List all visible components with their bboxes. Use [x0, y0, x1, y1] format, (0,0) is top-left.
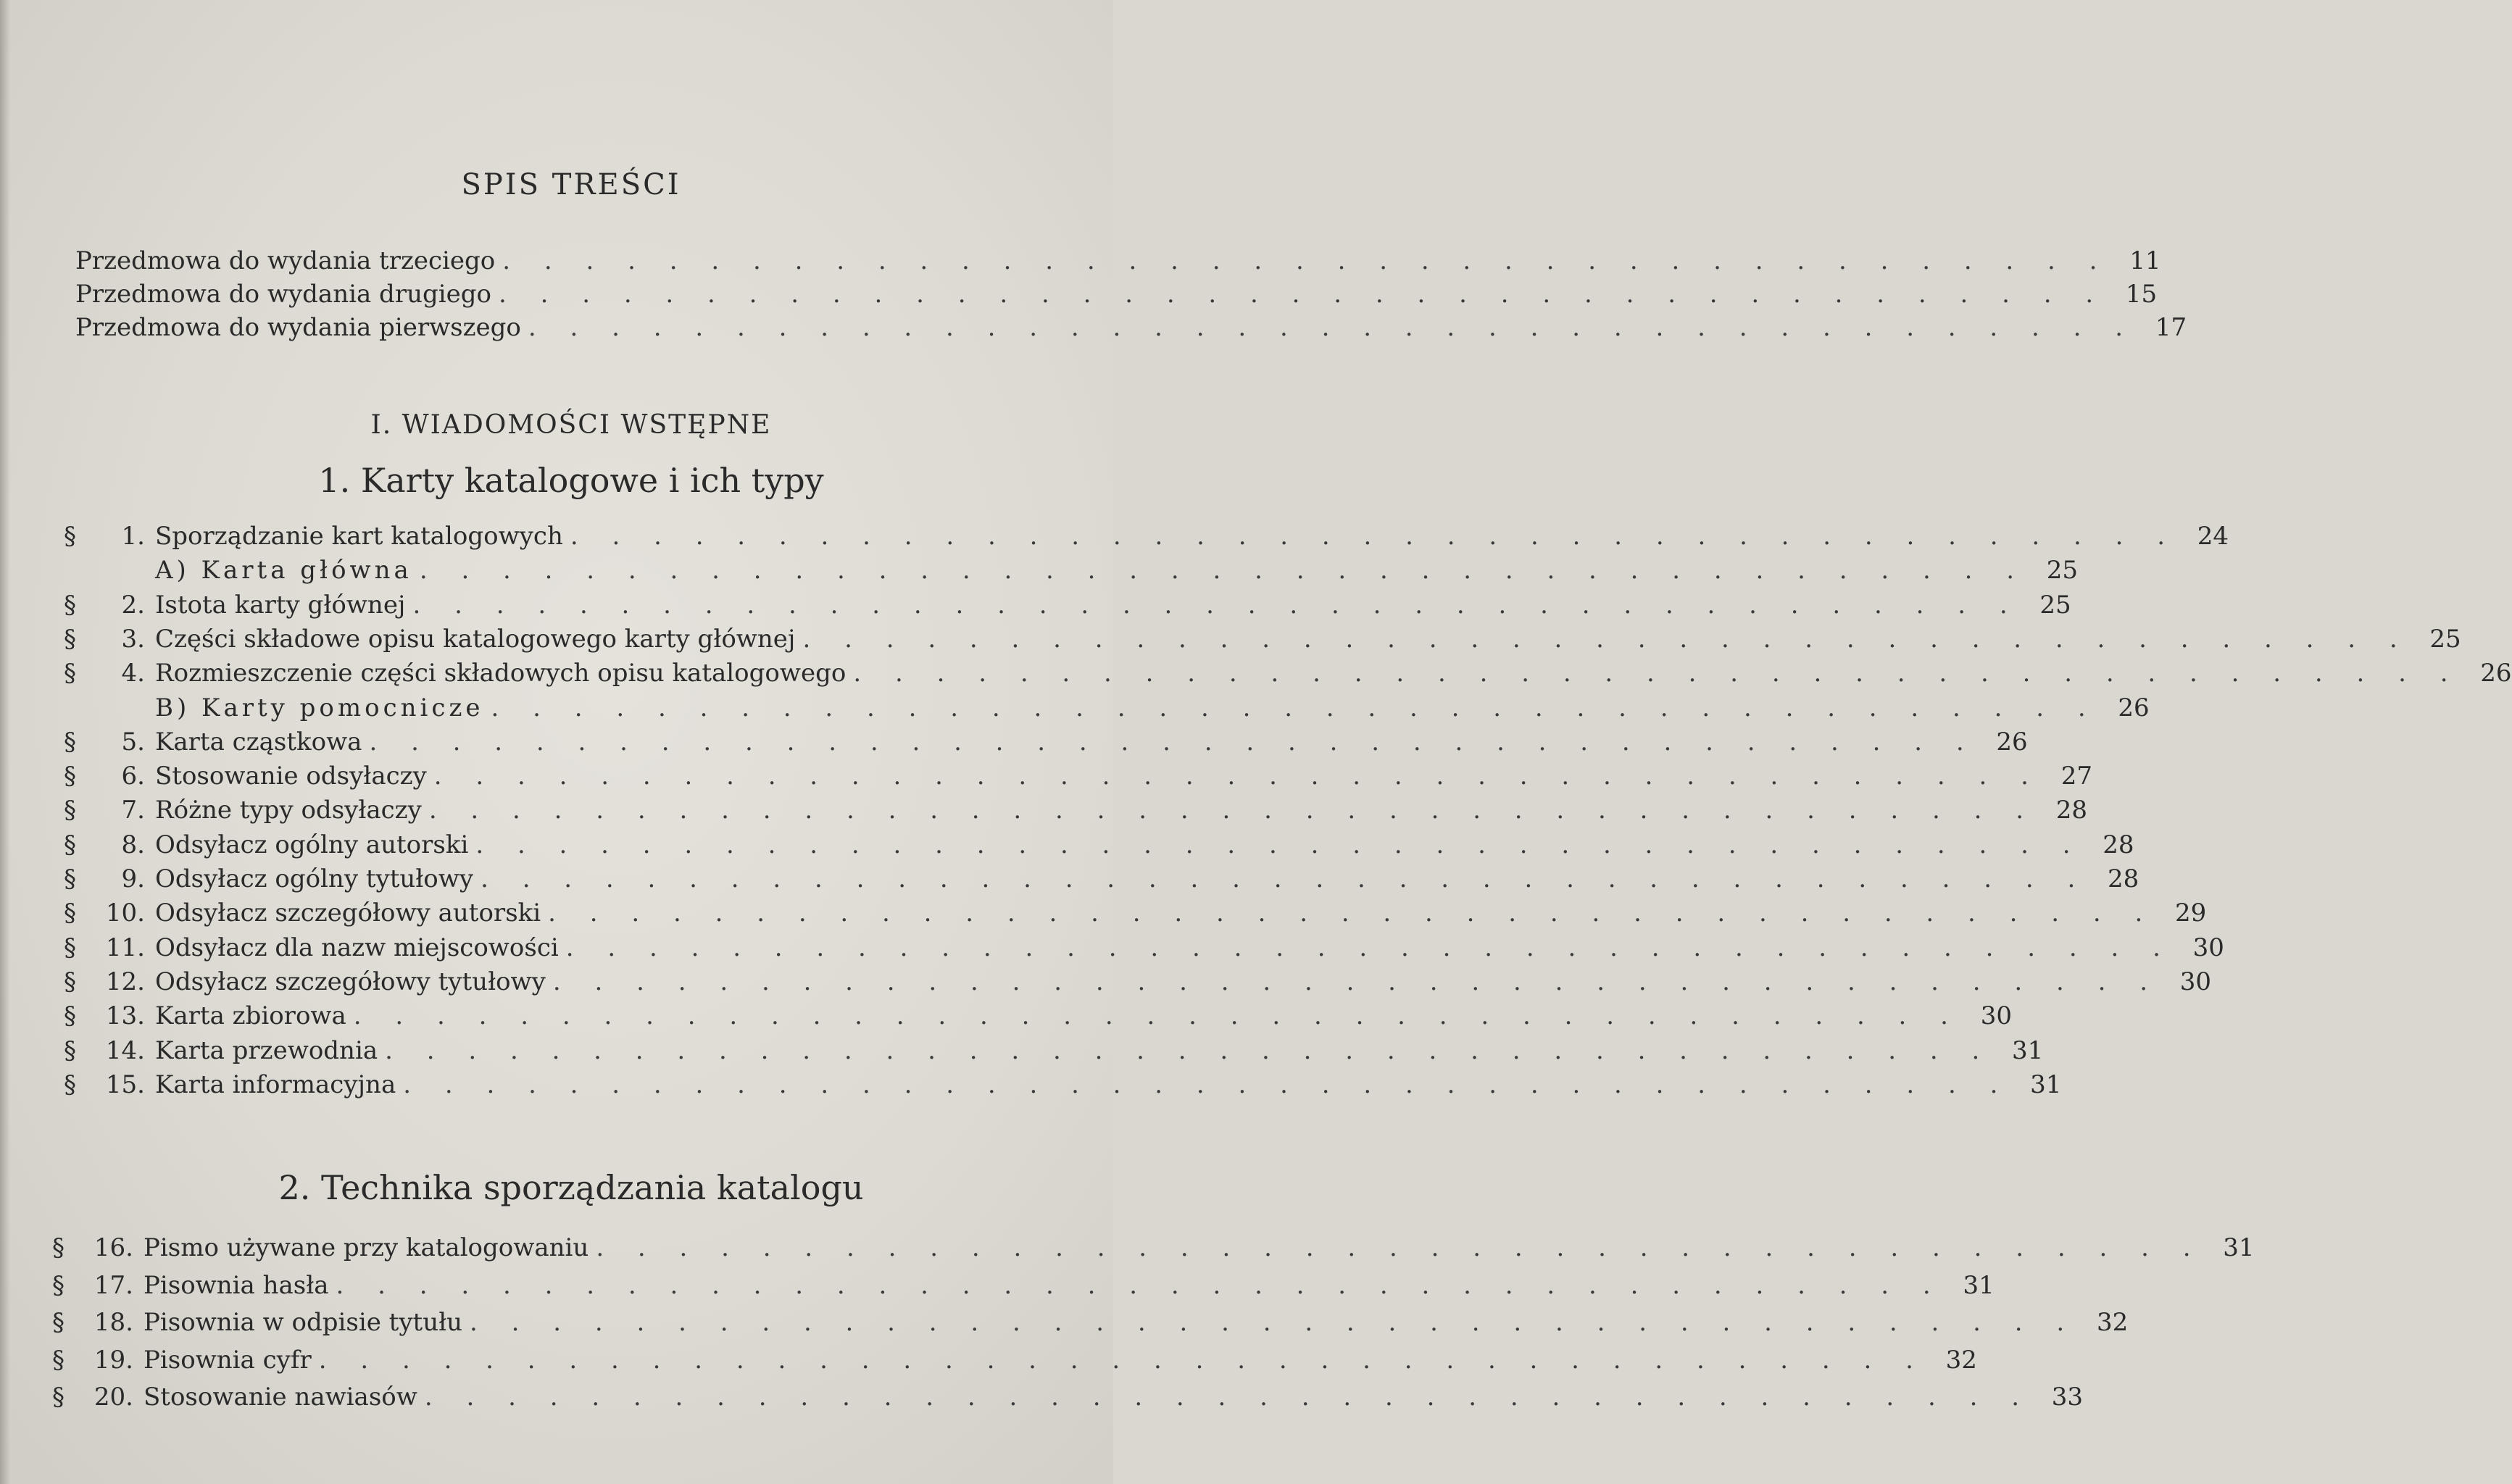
section-number: 3. — [121, 624, 145, 654]
section-symbol: § — [64, 624, 76, 654]
page-number: 32 — [2096, 1308, 2129, 1337]
toc-entry — [64, 760, 2092, 792]
section-symbol: § — [64, 967, 76, 996]
section-number: 6. — [121, 762, 145, 791]
entry-label: B) Karty pomocnicze — [155, 693, 484, 722]
leader-dots: . . . . . . . . . . . . . . . . . . . . . . . . . . . . . . . . . . . . . . . — [419, 556, 2028, 585]
entry-label: A) Karta główna — [155, 556, 412, 585]
page-number: 26 — [2480, 659, 2512, 688]
entry-label: Odsyłacz dla nazw miejscowości — [155, 933, 559, 962]
toc-entry — [64, 1035, 2044, 1067]
section-symbol: § — [64, 899, 76, 928]
leader-dots: . . . . . . . . . . . . . . . . . . . . . . . . . . . . . . . . . . . . . . . — [369, 727, 1977, 756]
entry-label: Karta zbiorowa — [155, 1001, 346, 1031]
section-symbol: § — [64, 522, 76, 551]
leader-dots: . . . . . . . . . . . . . . . . . . . . . . . . . . . . . . . . . . . . . . . — [802, 624, 2411, 654]
leader-dots: . . . . . . . . . . . . . . . . . . . . . . . . . . . . . . . . . . . . . . . — [570, 522, 2179, 551]
section-number: 1. — [121, 522, 145, 551]
preface-row — [75, 312, 2187, 343]
section-number: 12. — [105, 967, 145, 996]
entry-label: Karta przewodnia — [155, 1035, 378, 1065]
leader-dots: . . . . . . . . . . . . . . . . . . . . . . . . . . . . . . . . . . . . . . . — [353, 1001, 1961, 1031]
entry-label: Pisownia w odpisie tytułu — [144, 1308, 463, 1337]
toc-entry — [64, 623, 2461, 655]
page-number: 11 — [2129, 246, 2161, 275]
leader-dots: . . . . . . . . . . . . . . . . . . . . . . . . . . . . . . . . . . . . . . . — [475, 830, 2084, 859]
page-number: 29 — [2175, 899, 2207, 928]
page-number: 15 — [2125, 280, 2158, 309]
entry-label: Odsyłacz szczegółowy tytułowy — [155, 967, 546, 996]
page-number: 25 — [2046, 556, 2079, 585]
section-symbol: § — [64, 1035, 76, 1065]
leader-dots: . . . . . . . . . . . . . . . . . . . . . . . . . . . . . . . . . . . . . . . — [596, 1233, 2204, 1262]
section-symbol: § — [52, 1383, 65, 1412]
leader-dots: . . . . . . . . . . . . . . . . . . . . . . . . . . . . . . . . . . . . . . . — [548, 899, 2156, 928]
section-number: 14. — [105, 1035, 145, 1065]
leader-dots: . . . . . . . . . . . . . . . . . . . . . . . . . . . . . . . . . . . . . . . — [491, 693, 2099, 722]
section-number: 7. — [121, 796, 145, 825]
leader-dots: . . . . . . . . . . . . . . . . . . . . . . . . . . . . . . . . . . . . . . . — [502, 246, 2110, 275]
section-number: 10. — [105, 899, 145, 928]
section-symbol: § — [64, 727, 76, 756]
page-number: 30 — [2179, 967, 2212, 996]
leader-dots: . . . . . . . . . . . . . . . . . . . . . . . . . . . . . . . . . . . . . . . — [481, 864, 2089, 893]
part-title: I. WIADOMOŚCI WSTĘPNE — [370, 410, 772, 440]
toc-entry — [52, 1270, 1995, 1301]
section-number: 11. — [105, 933, 145, 962]
entry-label: Pisownia cyfr — [144, 1345, 312, 1375]
toc-entry — [64, 1069, 2062, 1101]
section-number: 9. — [121, 864, 145, 893]
chapter-title: 2. Technika sporządzania katalogu — [278, 1168, 864, 1207]
leader-dots: . . . . . . . . . . . . . . . . . . . . . . . . . . . . . . . . . . . . . . . — [428, 796, 2037, 825]
page-number: 24 — [2197, 522, 2229, 551]
section-symbol: § — [64, 864, 76, 893]
section-number: 2. — [121, 590, 145, 620]
toc-entry — [64, 692, 2150, 724]
toc-entry — [64, 520, 2229, 552]
toc-entry — [52, 1344, 1977, 1376]
preface-row — [75, 278, 2158, 310]
page-number: 17 — [2155, 313, 2187, 342]
section-number: 15. — [105, 1070, 145, 1099]
page-number: 25 — [2429, 624, 2461, 654]
section-number: 20. — [93, 1383, 133, 1412]
section-symbol: § — [52, 1345, 65, 1375]
toc-entry — [52, 1232, 2255, 1264]
page-number: 33 — [2051, 1383, 2084, 1412]
toc-entry — [64, 1000, 2012, 1032]
section-symbol: § — [64, 1001, 76, 1031]
leader-dots: . . . . . . . . . . . . . . . . . . . . . . . . . . . . . . . . . . . . . . . — [318, 1345, 1926, 1375]
toc-entry — [64, 589, 2071, 621]
preface-label: Przedmowa do wydania trzeciego — [75, 246, 496, 275]
leader-dots: . . . . . . . . . . . . . . . . . . . . . . . . . . . . . . . . . . . . . . . — [498, 280, 2107, 309]
leader-dots: . . . . . . . . . . . . . . . . . . . . . . . . . . . . . . . . . . . . . . . — [853, 659, 2461, 688]
leader-dots: . . . . . . . . . . . . . . . . . . . . . . . . . . . . . . . . . . . . . . . — [470, 1308, 2078, 1337]
page-number: 25 — [2039, 590, 2071, 620]
page-number: 31 — [1963, 1270, 1995, 1300]
chapter-title: 1. Karty katalogowe i ich typy — [318, 461, 824, 500]
page-number: 32 — [1945, 1345, 1977, 1375]
leader-dots: . . . . . . . . . . . . . . . . . . . . . . . . . . . . . . . . . . . . . . . — [433, 762, 2042, 791]
toc-entry — [64, 863, 2139, 895]
section-number: 16. — [93, 1233, 133, 1262]
section-symbol: § — [64, 762, 76, 791]
entry-label: Odsyłacz ogólny tytułowy — [155, 864, 474, 893]
section-symbol: § — [64, 830, 76, 859]
toc-entry — [64, 932, 2224, 964]
page-title: SPIS TREŚCI — [461, 168, 681, 201]
entry-label: Sporządzanie kart katalogowych — [155, 522, 563, 551]
toc-entry — [64, 657, 2512, 689]
toc-entry — [64, 897, 2207, 929]
page-number: 28 — [2108, 864, 2139, 893]
leader-dots: . . . . . . . . . . . . . . . . . . . . . . . . . . . . . . . . . . . . . . . — [552, 967, 2161, 996]
leader-dots: . . . . . . . . . . . . . . . . . . . . . . . . . . . . . . . . . . . . . . . — [565, 933, 2174, 962]
section-symbol: § — [64, 590, 76, 620]
toc-entry — [64, 829, 2134, 861]
page-number: 31 — [2030, 1070, 2062, 1099]
section-symbol: § — [52, 1233, 65, 1262]
entry-label: Rozmieszczenie części składowych opisu katalogowego — [155, 659, 847, 688]
leader-dots: . . . . . . . . . . . . . . . . . . . . . . . . . . . . . . . . . . . . . . . — [403, 1070, 2011, 1099]
page-number: 26 — [1996, 727, 2028, 756]
entry-label: Pismo używane przy katalogowaniu — [144, 1233, 589, 1262]
section-symbol: § — [64, 796, 76, 825]
section-number: 8. — [121, 830, 145, 859]
entry-label: Istota karty głównej — [155, 590, 406, 620]
section-number: 18. — [93, 1308, 133, 1337]
entry-label: Pisownia hasła — [144, 1270, 329, 1300]
leader-dots: . . . . . . . . . . . . . . . . . . . . . . . . . . . . . . . . . . . . . . . — [385, 1035, 1993, 1065]
page-number: 27 — [2060, 762, 2092, 791]
entry-label: Części składowe opisu katalogowego karty głównej — [155, 624, 796, 654]
section-number: 4. — [121, 659, 145, 688]
section-number: 17. — [93, 1270, 133, 1300]
toc-entry — [52, 1306, 2129, 1338]
leader-dots: . . . . . . . . . . . . . . . . . . . . . . . . . . . . . . . . . . . . . . . — [528, 313, 2137, 342]
section-symbol: § — [64, 659, 76, 688]
preface-label: Przedmowa do wydania pierwszego — [75, 313, 521, 342]
entry-label: Karta cząstkowa — [155, 727, 362, 756]
entry-label: Różne typy odsyłaczy — [155, 796, 422, 825]
page-number: 28 — [2055, 796, 2087, 825]
preface-row — [75, 245, 2161, 277]
page-number: 26 — [2118, 693, 2150, 722]
toc-entry — [64, 794, 2087, 826]
leader-dots: . . . . . . . . . . . . . . . . . . . . . . . . . . . . . . . . . . . . . . . — [424, 1383, 2033, 1412]
leader-dots: . . . . . . . . . . . . . . . . . . . . . . . . . . . . . . . . . . . . . . . — [336, 1270, 1944, 1300]
entry-label: Karta informacyjna — [155, 1070, 396, 1099]
entry-label: Stosowanie odsyłaczy — [155, 762, 427, 791]
toc-entry — [64, 726, 2028, 758]
page-number: 30 — [2192, 933, 2224, 962]
section-symbol: § — [52, 1270, 65, 1300]
section-symbol: § — [64, 933, 76, 962]
entry-label: Odsyłacz szczegółowy autorski — [155, 899, 541, 928]
toc-entry — [64, 966, 2212, 998]
toc-entry — [52, 1381, 2084, 1413]
leader-dots: . . . . . . . . . . . . . . . . . . . . . . . . . . . . . . . . . . . . . . . — [412, 590, 2021, 620]
entry-label: Stosowanie nawiasów — [144, 1383, 417, 1412]
preface-label: Przedmowa do wydania drugiego — [75, 280, 491, 309]
section-number: 5. — [121, 727, 145, 756]
toc-entry — [64, 554, 2079, 586]
page-number: 28 — [2103, 830, 2134, 859]
section-symbol: § — [64, 1070, 76, 1099]
page-number: 30 — [1980, 1001, 2012, 1031]
page-number: 31 — [2012, 1035, 2044, 1065]
section-symbol: § — [52, 1308, 65, 1337]
section-number: 13. — [105, 1001, 145, 1031]
entry-label: Odsyłacz ogólny autorski — [155, 830, 469, 859]
section-number: 19. — [93, 1345, 133, 1375]
page-number: 31 — [2223, 1233, 2255, 1262]
